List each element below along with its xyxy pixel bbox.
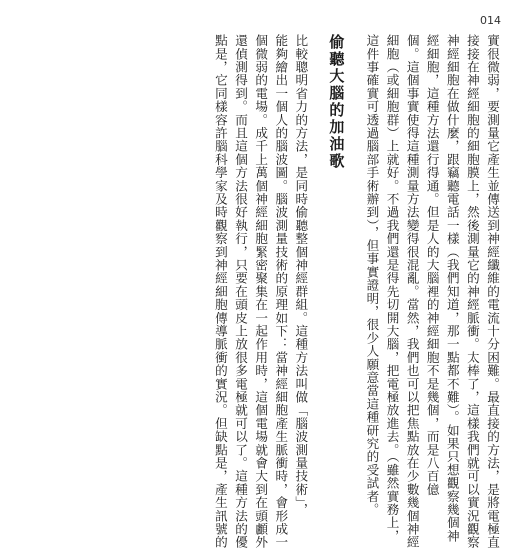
paragraph-line: 實很微弱，要測量它產生並傳送到神經纖維的電流十分困難。最直接的方法，是將電極直	[485, 34, 500, 549]
page-number: 014	[480, 14, 501, 27]
paragraph-line: 個。這個事實使得這種測量方法變得很混亂。當然，我們也可以把焦點放在少數幾個神經	[404, 34, 420, 549]
paragraph-line: 點是，它同樣容許腦科學家及時觀察到神經細胞傳導脈衝的實況。但缺點是，產生訊號的	[212, 34, 228, 549]
paragraph-line: 比較聰明省力的方法，是同時偷聽整個神經群組。這種方法叫做「腦波測量技術」，	[293, 34, 309, 517]
paragraph-line: 這件事確實可透過腦部手術辦到），但事實證明，很少人願意當這種研究的受試者。	[364, 34, 380, 517]
paragraph-line: 經細胞，這種方法還行得通。但是人的大腦裡的神經細胞不是幾個，而是八百億	[424, 34, 440, 496]
paragraph-line: 能夠繪出一個人的腦波圖。腦波測量技術的原理如下：當神經細胞產生脈衝時，會形成一	[273, 34, 289, 549]
paragraph-line: 接接在神經細胞的細胞膜上，然後測量它的神經脈衝。太棒了，這樣我們就可以實況觀察	[464, 34, 480, 549]
paragraph-line: 還偵測得到。而且這個方法很好執行，只要在頭皮上放很多電極就可以了。這種方法的優	[233, 34, 249, 549]
paragraph-line: 細胞（或細胞群）上就好。不過我們還是得先切開大腦，把電極放進去。（雖然實務上，	[384, 34, 400, 543]
section-heading: 偷聽大腦的加油歌	[327, 34, 346, 170]
paragraph-line: 個微弱的電場。成千上萬個神經細胞緊密聚集在一起作用時，這個電場就會大到在頭顱外	[253, 34, 269, 549]
paragraph-line: 神經細胞在做什麼，跟竊聽電話一樣（我們知道，那一點都不難）。如果只想觀察幾個神	[444, 34, 460, 543]
body-text	[10, 34, 500, 549]
